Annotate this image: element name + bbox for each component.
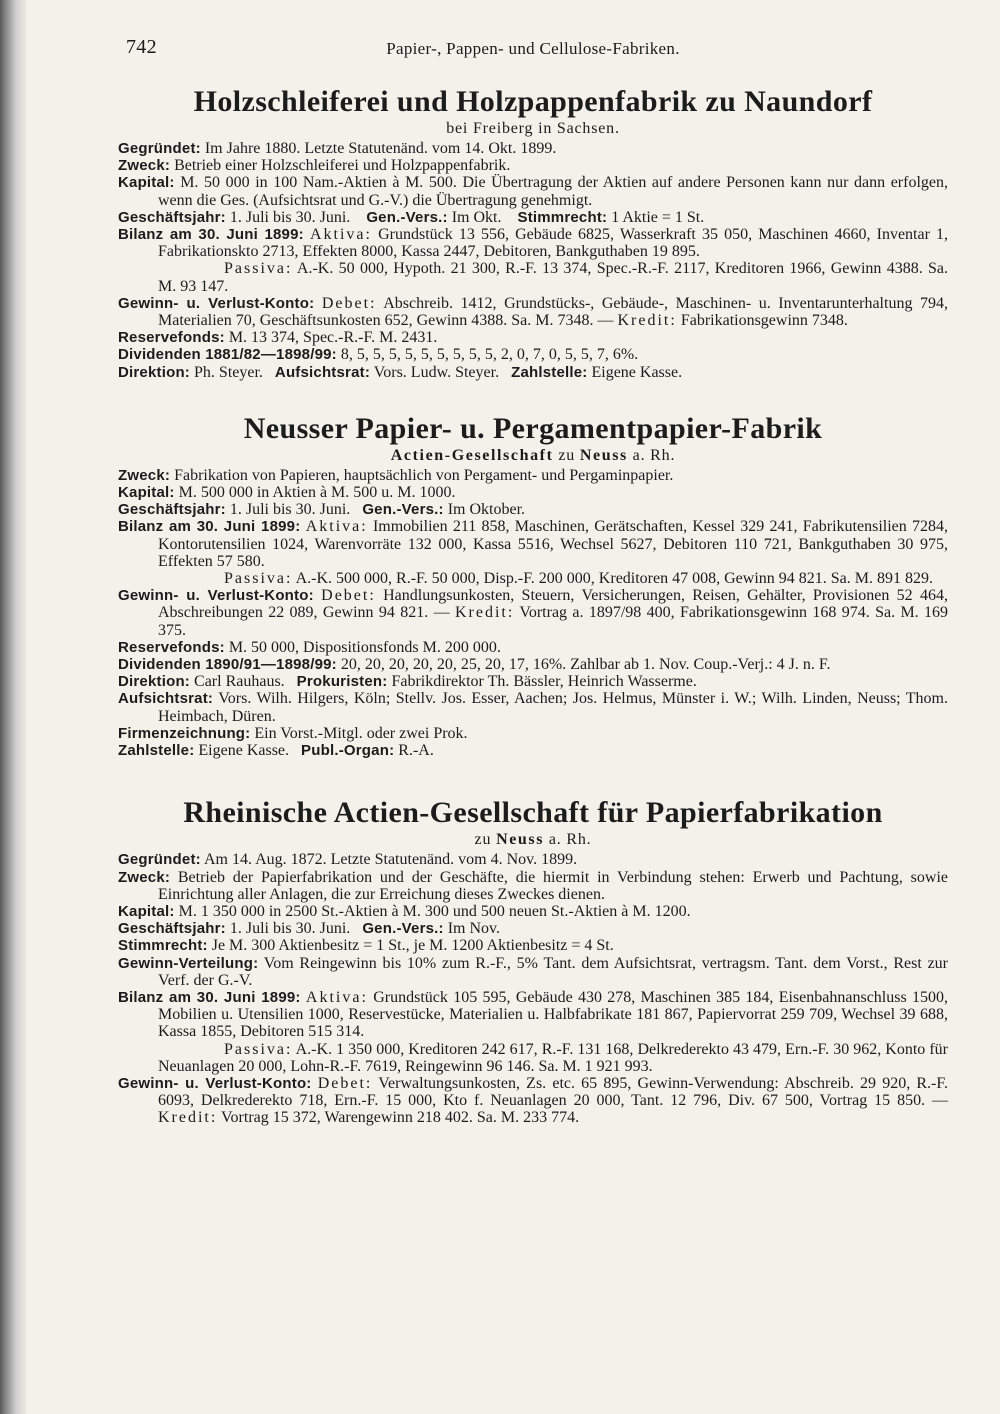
entry-founded: Gegründet: Im Jahre 1880. Letzte Statutenänd. vom 14. Okt. 1899.: [118, 140, 557, 157]
entry-reserve: Reservefonds: M. 13 374, Spec.-R.-F. M. 2431.: [118, 329, 438, 347]
entry-supervisory-board: Aufsichtsrat: Vors. Wilh. Hilgers, Köln; Stellv. Jos. Esser, Aachen; Jos. Helmus, Münster i. W.; Wilh. Linden, Neuss; Thom. Heimbach, Düren.: [118, 690, 949, 725]
company-subtitle: zu Neuss a. Rh.: [474, 831, 592, 849]
company-title: Neusser Papier- u. Pergamentpapier-Fabrik: [243, 411, 823, 445]
entry-balance-assets: Bilanz am 30. Juni 1899: Aktiva: Grundstück 13 556, Gebäude 6825, Wasserkraft 35 050, Maschinen 4660, Inventar 1, Fabrikationskto 2713, Effekten 8000, Kassa 2447, Debitoren, Bankguthaben 19 895.: [118, 226, 949, 261]
entry-profit-loss: Gewinn- u. Verlust-Konto: Debet: Abschreib. 1412, Grundstücks-, Gebäude-, Maschinen- u. Inventarunterhaltung 794, Materialien 70, Geschäftsunkosten 652, Gewinn 4388. Sa. M. 7348. — Kredit: Fabrikationsgewinn 7348.: [118, 294, 948, 330]
company-subtitle: Actien-Gesellschaft zu Neuss a. Rh.: [390, 446, 676, 464]
entry-capital: Kapital: M. 500 000 in Aktien à M. 500 u. M. 1000.: [118, 484, 456, 502]
company-subtitle: bei Freiberg in Sachsen.: [446, 120, 620, 137]
running-title: Papier-, Pappen- und Cellulose-Fabriken.: [386, 39, 680, 58]
entry-paying-agent: Zahlstelle: Eigene Kasse. Publ.-Organ: R.-A.: [118, 742, 434, 760]
entry-direction: Direktion: Ph. Steyer. Aufsichtsrat: Vors. Ludw. Steyer. Zahlstelle: Eigene Kasse.: [118, 363, 683, 381]
entry-fiscal-year: Geschäftsjahr: 1. Juli bis 30. Juni. Gen.-Vers.: Im Okt. Stimmrecht: 1 Aktie = 1 St.: [118, 208, 705, 226]
entry-balance-liabilities: Passiva: A.-K. 500 000, R.-F. 50 000, Disp.-F. 200 000, Kreditoren 47 008, Gewinn 94 821. Sa. M. 891 829.: [224, 570, 933, 588]
company-title: Holzschleiferei und Holzpappenfabrik zu Naundorf: [193, 85, 873, 118]
entry-direction: Direktion: Carl Rauhaus. Prokuristen: Fabrikdirektor Th. Bässler, Heinrich Wasserme.: [118, 673, 697, 691]
entry-fiscal-year: Geschäftsjahr: 1. Juli bis 30. Juni. Gen.-Vers.: Im Nov.: [118, 920, 501, 938]
entry-balance-assets: Bilanz am 30. Juni 1899: Aktiva: Immobilien 211 858, Maschinen, Gerätschaften, Kessel 329 241, Fabrikutensilien 7284, Kontorutensilien 1024, Warenvorräte 132 000, Kassa 5516, Wechsel 5627, Debitoren 110 721, Bankguthaben 30 975, Effekten 57 580.: [118, 518, 949, 570]
entry-balance-liabilities: Passiva: A.-K. 50 000, Hypoth. 21 300, R.-F. 13 374, Spec.-R.-F. 2117, Kreditoren 1966, Gewinn 4388. Sa. M. 93 147.: [158, 260, 949, 295]
entry-profit-loss: Gewinn- u. Verlust-Konto: Debet: Handlungsunkosten, Steuern, Versicherungen, Reisen, Gehälter, Provisionen 52 464, Abschreibungen 22 089, Gewinn 94 821. — Kredit: Vortrag a. 1897/98 400, Fabrikationsgewinn 168 974. Sa. M. 169 375.: [118, 587, 949, 639]
company-entry-naundorf: [118, 84, 948, 381]
entry-dividends: Dividenden 1890/91—1898/99: 20, 20, 20, 20, 20, 25, 20, 17, 16%. Zahlbar ab 1. Nov. Coup.-Verj.: 4 J. n. F.: [118, 656, 831, 674]
company-title: Rheinische Actien-Gesellschaft für Papierfabrikation: [183, 796, 883, 830]
entry-fiscal-year: Geschäftsjahr: 1. Juli bis 30. Juni. Gen.-Vers.: Im Oktober.: [118, 501, 526, 519]
entry-capital: Kapital: M. 50 000 in 100 Nam.-Aktien à M. 500. Die Übertragung der Aktien auf andere Personen kann nur dann erfolgen, wenn die Ges. (Aufsichtsrat und G.-V.) die Übertragung genehmigt.: [118, 174, 948, 209]
entry-balance-assets: Bilanz am 30. Juni 1899: Aktiva: Grundstück 105 595, Gebäude 430 278, Maschinen 385 184, Eisenbahnanschluss 1500, Mobilien u. Utensilien 1000, Reservestücke, Materialien u. Halbfabrikate 181 867, Papiervorrat 259 709, Wechsel 39 688, Kassa 1855, Debitoren 515 314.: [118, 988, 949, 1041]
company-entry-rheinische: [118, 795, 948, 1126]
entry-purpose: Zweck: Betrieb einer Holzschleiferei und Holzpappenfabrik.: [118, 157, 511, 175]
entry-purpose: Zweck: Fabrikation von Papieren, hauptsächlich von Pergament- und Pergaminpapier.: [118, 466, 674, 484]
entry-profit-loss: Gewinn- u. Verlust-Konto: Debet: Verwaltungsunkosten, Zs. etc. 65 895, Gewinn-Verwendung: Abschreib. 29 920, R.-F. 6093, Delkrederekto 718, Ern.-F. 15 000, Kto f. Neuanlagen 20 000, Tant. 12 796, Div. 67 500, Vortrag 15 850. — Kredit: Vortrag 15 372, Warengewinn 218 402. Sa. M. 233 774.: [118, 1074, 949, 1127]
entry-capital: Kapital: M. 1 350 000 in 2500 St.-Aktien à M. 300 und 500 neuen St.-Aktien à M. 1200.: [118, 902, 691, 920]
entry-founded: Gegründet: Am 14. Aug. 1872. Letzte Statutenänd. vom 4. Nov. 1899.: [118, 851, 578, 869]
book-binding-shadow: [0, 0, 26, 1414]
page-number: 742: [126, 36, 157, 58]
entry-voting-right: Stimmrecht: Je M. 300 Aktienbesitz = 1 St., je M. 1200 Aktienbesitz = 4 St.: [118, 937, 614, 955]
entry-signature: Firmenzeichnung: Ein Vorst.-Mitgl. oder zwei Prok.: [118, 724, 468, 742]
entry-reserve: Reservefonds: M. 50 000, Dispositionsfonds M. 200 000.: [118, 638, 501, 656]
entry-balance-liabilities: Passiva: A.-K. 1 350 000, Kreditoren 242 617, R.-F. 131 168, Delkrederekto 43 479, Ern.-F. 30 962, Konto für Neuanlagen 20 000, Lohn-R.-F. 7619, Reingewinn 96 146. Sa. M. 1 921 993.: [158, 1040, 948, 1075]
document-page: [118, 36, 948, 1127]
entry-profit-distribution: Gewinn-Verteilung: Vom Reingewinn bis 10% zum R.-F., 5% Tant. dem Aufsichtsrat, vertragsm. Tant. dem Vorst., Rest zur Verf. der G.-V.: [118, 954, 949, 989]
running-header: [118, 36, 948, 66]
entry-dividends: Dividenden 1881/82—1898/99: 8, 5, 5, 5, 5, 5, 5, 5, 5, 5, 2, 0, 7, 0, 5, 5, 7, 6%.: [118, 346, 639, 364]
company-entry-neusser: [118, 411, 948, 759]
entry-purpose: Zweck: Betrieb der Papierfabrikation und der Geschäfte, die hiermit in Verbindung stehen: Erwerb und Pachtung, sowie Einrichtung aller Anlagen, die zur Erreichung dieses Zweckes dienen.: [118, 868, 948, 903]
